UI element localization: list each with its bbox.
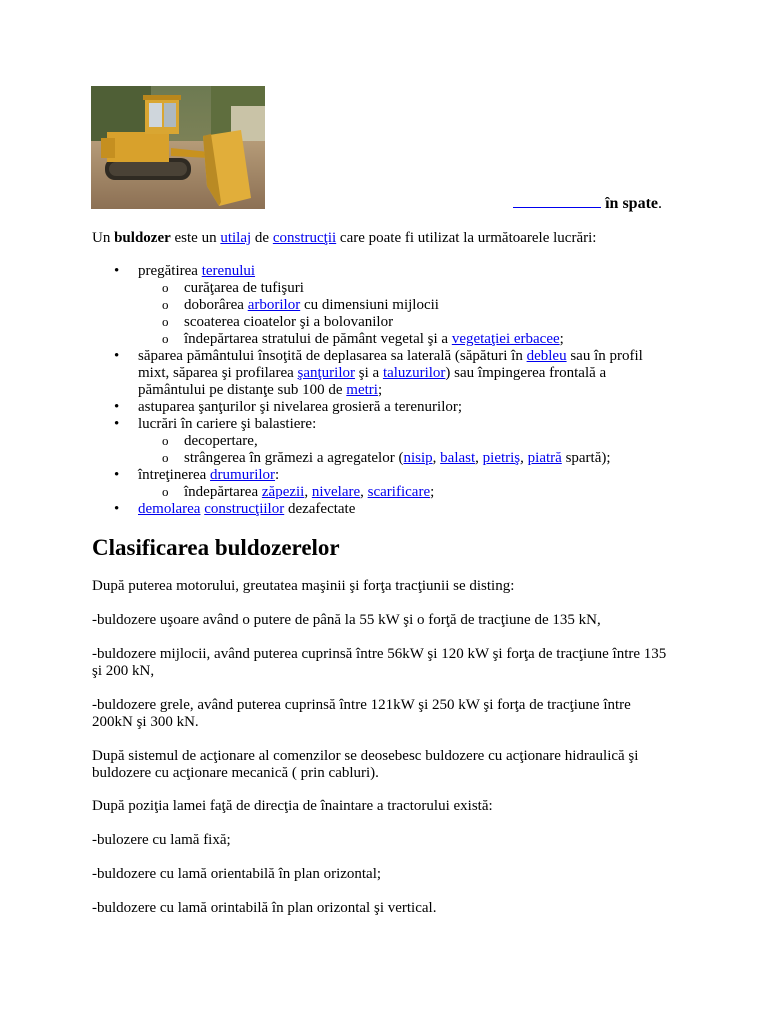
item-text: , — [360, 484, 368, 500]
link-arborilor[interactable]: arborilor — [247, 297, 301, 313]
item-text: îndepărtarea — [184, 484, 262, 500]
link-santurilor[interactable]: şanţurilor — [297, 365, 356, 381]
intro-paragraph — [92, 230, 672, 247]
link-drumurilor[interactable]: drumurilor — [210, 467, 276, 483]
link-scarificare[interactable]: scarificare — [367, 484, 431, 500]
link-nisip[interactable]: nisip — [403, 450, 433, 466]
caption-tail: . — [658, 195, 662, 212]
link-zapezii[interactable]: zăpezii — [261, 484, 305, 500]
list-item: • astuparea şanţurilor şi nivelarea grosieră a terenurilor; — [138, 399, 672, 416]
caption-blank-link[interactable] — [513, 193, 601, 208]
sublist — [138, 433, 672, 467]
sublist-item: o curăţarea de tufişuri — [184, 280, 672, 297]
paragraph: -buldozere grele, având puterea cuprinsă între 121kW şi 250 kW şi forţa de tracţiune între 200kN şi 300 kN. — [92, 697, 631, 730]
paragraph: -buldozere mijlocii, având puterea cuprinsă între 56kW şi 120 kW şi forţa de tracţiune între 135 şi 200 kN, — [92, 646, 667, 679]
item-text: săparea pământului însoţită de deplasarea sa laterală (săpături în — [138, 348, 527, 364]
item-text: , — [304, 484, 312, 500]
list-item — [138, 416, 672, 467]
paragraph: -bulozere cu lamă fixă; — [92, 832, 231, 848]
item-text: întreţinerea — [138, 467, 211, 483]
item-text: , — [475, 450, 483, 466]
paragraph: După poziţia lamei faţă de direcţia de înaintare a tractorului există: — [92, 798, 493, 814]
sublist-item: o decopertare, — [184, 433, 672, 450]
link-utilaj[interactable]: utilaj — [220, 230, 252, 246]
paragraph: -buldozere uşoare având o putere de până la 55 kW şi o forţă de tracţiune de 135 kN, — [92, 612, 601, 628]
link-balast[interactable]: balast — [440, 450, 476, 466]
link-terenului[interactable]: terenului — [201, 263, 256, 279]
link-taluzurilor[interactable]: taluzurilor — [382, 365, 446, 381]
item-text: îndepărtarea stratului de pământ vegetal şi a — [184, 331, 452, 347]
intro-text: Un — [92, 230, 115, 246]
item-text: ) sau împingerea frontală a pământului pe distanţe sub 100 de — [138, 365, 607, 398]
item-text: , — [432, 450, 441, 466]
paragraph: -buldozere cu lamă orintabilă în plan orizontal şi vertical. — [92, 900, 437, 916]
item-text: dezafectate — [284, 501, 356, 517]
sublist-item — [184, 450, 672, 467]
item-text: , — [520, 450, 528, 466]
list-item — [138, 501, 672, 518]
item-text: şi a — [355, 365, 383, 381]
sublist-item: o scoaterea cioatelor şi a bolovanilor — [184, 314, 672, 331]
sublist — [138, 484, 672, 501]
item-text: doborârea — [184, 297, 248, 313]
item-text: spartă); — [561, 450, 611, 466]
item-text: cu dimensiuni mijlocii — [300, 297, 439, 313]
item-text: ; — [430, 484, 435, 500]
link-constructiilor[interactable]: construcţiilor — [204, 501, 285, 517]
paragraph: După puterea motorului, greutatea maşinii şi forţa tracţiunii se disting: — [92, 578, 515, 594]
list-item — [138, 467, 672, 501]
item-text: sau în profil mixt, săparea şi profilarea — [138, 348, 643, 381]
intro-text: este un — [170, 230, 221, 246]
link-constructii[interactable]: construcţii — [272, 230, 337, 246]
link-nivelare[interactable]: nivelare — [311, 484, 361, 500]
item-text: ; — [377, 382, 383, 398]
link-metri[interactable]: metri — [346, 382, 378, 398]
item-text: lucrări în cariere şi balastiere: — [138, 416, 317, 432]
sublist-item — [184, 297, 672, 314]
section-heading: Clasificarea buldozerelor — [92, 535, 340, 560]
list-item — [138, 263, 672, 348]
caption-bold: în spate — [605, 195, 658, 212]
intro-bold: buldozer — [114, 230, 171, 246]
link-piatra[interactable]: piatră — [527, 450, 562, 466]
intro-text: de — [251, 230, 273, 246]
link-vegetatiei-erbacee[interactable]: vegetaţiei erbacee — [451, 331, 560, 347]
item-text: : — [275, 467, 280, 483]
paragraph: După sistemul de acţionare al comenzilor se deosebesc buldozere cu acţionare hidraulică şi buldozere cu acţionare mecanică ( prin cabluri). — [92, 748, 639, 781]
item-text: ; — [559, 331, 564, 347]
link-pietris[interactable]: pietriş — [482, 450, 521, 466]
intro-text: care poate fi utilizat la următoarele lucrări: — [336, 230, 597, 246]
link-debleu[interactable]: debleu — [526, 348, 567, 364]
list-item — [138, 348, 672, 399]
sublist — [138, 280, 672, 348]
image-caption — [513, 193, 662, 213]
item-text: pregătirea — [138, 263, 202, 279]
bulldozer-image — [91, 86, 265, 209]
sublist-item — [184, 484, 672, 501]
paragraph: -buldozere cu lamă orientabilă în plan orizontal; — [92, 866, 382, 882]
sublist-item — [184, 331, 672, 348]
link-demolarea[interactable]: demolarea — [138, 501, 201, 517]
works-list — [92, 263, 672, 518]
item-text: strângerea în grămezi a agregatelor ( — [184, 450, 404, 466]
